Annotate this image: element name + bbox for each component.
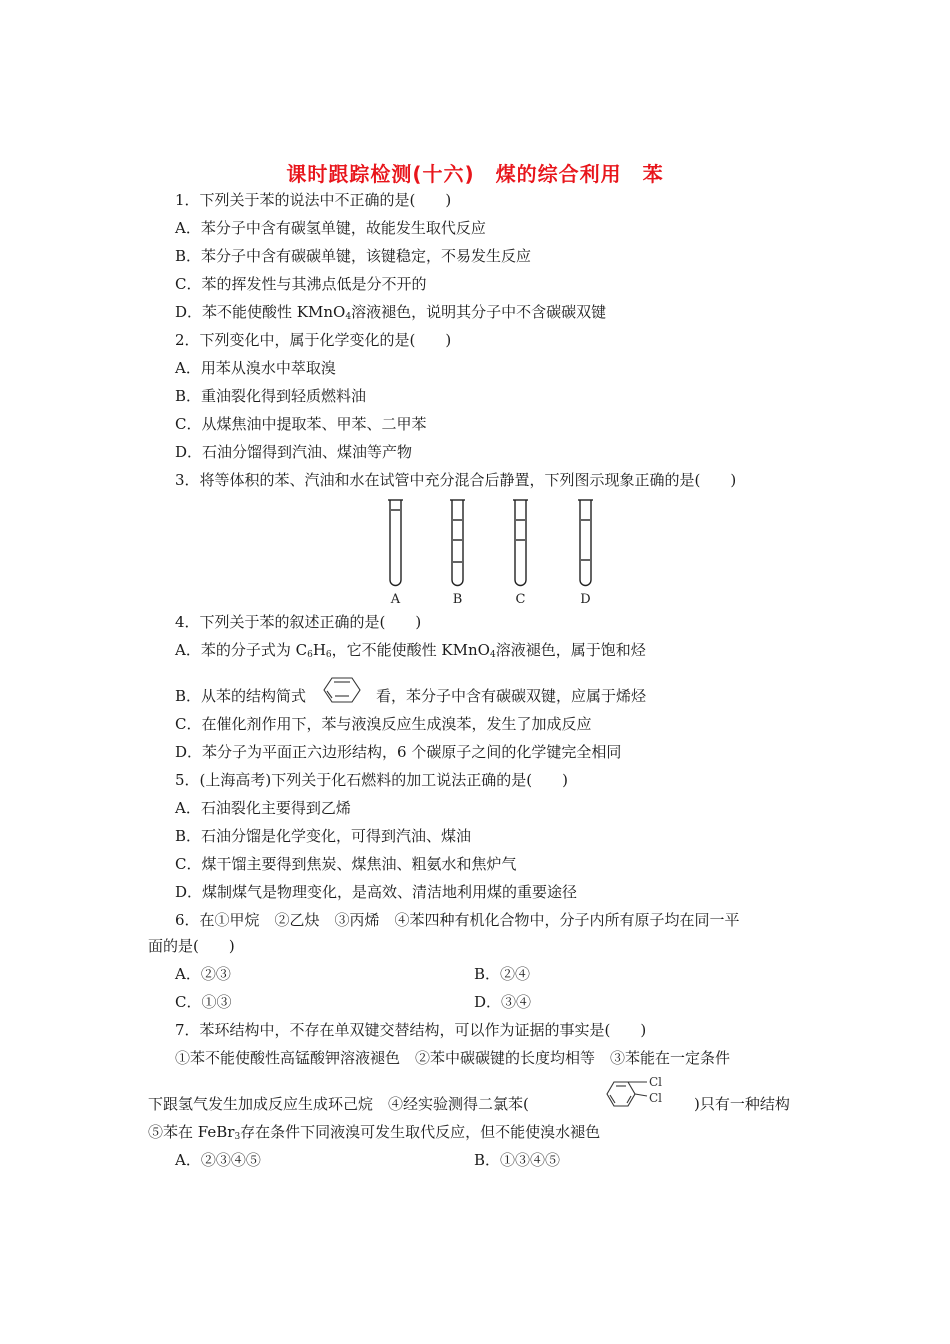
q4-option-b-prefix: B．从苯的结构简式 — [175, 687, 307, 705]
q7-fact-line1: ①苯不能使酸性高锰酸钾溶液褪色 ②苯中碳碳键的长度均相等 ③苯能在一定条件 — [175, 1049, 731, 1067]
test-tube-d — [578, 500, 593, 586]
q7-option-b: B．①③④⑤ — [474, 1151, 561, 1169]
page-title: 课时跟踪检测(十六) 煤的综合利用 苯 — [286, 162, 664, 186]
chloro-label-2: Cl — [649, 1091, 663, 1105]
q5-option-a: A．石油裂化主要得到乙烯 — [175, 799, 351, 817]
q7-stem: 7．苯环结构中，不存在单双键交替结构，可以作为证据的事实是( ) — [175, 1021, 647, 1039]
q2-option-d: D．石油分馏得到汽油、煤油等产物 — [175, 443, 413, 461]
q4-option-d: D．苯分子为平面正六边形结构，6 个碳原子之间的化学键完全相同 — [175, 743, 622, 761]
tube-label-c: C — [515, 592, 526, 607]
tube-label-a: A — [390, 592, 401, 607]
test-tube-c — [513, 500, 528, 586]
q3-stem: 3．将等体积的苯、汽油和水在试管中充分混合后静置，下列图示现象正确的是( ) — [175, 471, 737, 489]
test-tubes-figure — [376, 496, 608, 608]
q6-option-c: C．①③ — [175, 993, 232, 1011]
chloro-label-1: Cl — [649, 1076, 663, 1089]
q1-option-b: B．苯分子中含有碳碳单键，该键稳定，不易发生反应 — [175, 247, 532, 265]
kekule-benzene-structure — [322, 674, 362, 706]
q7-fact-line2-prefix: 下跟氢气发生加成反应生成环己烷 ④经实验测得二氯苯( — [148, 1095, 529, 1113]
q2-option-c: C．从煤焦油中提取苯、甲苯、二甲苯 — [175, 415, 427, 433]
q4-stem: 4．下列关于苯的叙述正确的是( ) — [175, 613, 422, 631]
dichlorobenzene-structure — [604, 1076, 674, 1112]
q6-stem-line1: 6．在①甲烷 ②乙炔 ③丙烯 ④苯四种有机化合物中，分子内所有原子均在同一平 — [175, 911, 740, 929]
q4-option-b-suffix: 看，苯分子中含有碳碳双键，应属于烯烃 — [376, 687, 647, 705]
tube-label-b: B — [452, 592, 463, 607]
q6-option-b: B．②④ — [474, 965, 531, 983]
tube-label-d: D — [580, 592, 591, 607]
q1-option-a: A．苯分子中含有碳氢单键，故能发生取代反应 — [175, 219, 486, 237]
q5-stem: 5．(上海高考)下列关于化石燃料的加工说法正确的是( ) — [175, 771, 568, 789]
q7-fact-line3: ⑤苯在 FeBr$_3$存在条件下同液溴可发生取代反应，但不能使溴水褪色 — [148, 1123, 601, 1142]
q6-stem-line2: 面的是( ) — [148, 937, 235, 955]
q5-option-c: C．煤干馏主要得到焦炭、煤焦油、粗氨水和焦炉气 — [175, 855, 517, 873]
test-tube-a — [388, 500, 403, 586]
q7-fact-line2-suffix: )只有一种结构 — [694, 1095, 790, 1113]
q5-option-b: B．石油分馏是化学变化，可得到汽油、煤油 — [175, 827, 472, 845]
q1-stem: 1．下列关于苯的说法中不正确的是( ) — [175, 191, 452, 209]
q4-option-c: C．在催化剂作用下，苯与液溴反应生成溴苯，发生了加成反应 — [175, 715, 592, 733]
q6-option-d: D．③④ — [474, 993, 532, 1011]
q4-option-a: A．苯的分子式为 $C_6H_6$，它不能使酸性 KMnO$_4$溶液褪色，属于饱和烃 — [175, 641, 646, 660]
q7-option-a: A．②③④⑤ — [175, 1151, 261, 1169]
test-tube-b — [450, 500, 465, 586]
q2-option-b: B．重油裂化得到轻质燃料油 — [175, 387, 367, 405]
q2-stem: 2．下列变化中，属于化学变化的是( ) — [175, 331, 452, 349]
q1-option-d: D．苯不能使酸性 KMnO$_4$溶液褪色，说明其分子中不含碳碳双键 — [175, 303, 607, 322]
q1-option-c: C．苯的挥发性与其沸点低是分不开的 — [175, 275, 427, 293]
q2-option-a: A．用苯从溴水中萃取溴 — [175, 359, 336, 377]
q5-option-d: D．煤制煤气是物理变化，是高效、清洁地利用煤的重要途径 — [175, 883, 578, 901]
q6-option-a: A．②③ — [175, 965, 231, 983]
